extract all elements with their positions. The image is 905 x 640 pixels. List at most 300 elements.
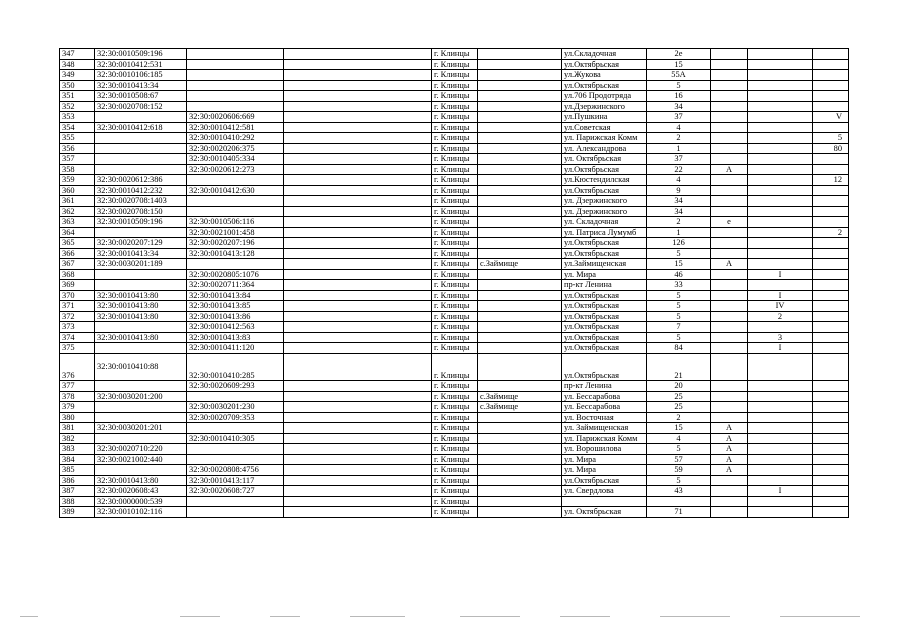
cell-cad2	[187, 496, 284, 507]
cell-c3	[748, 91, 813, 102]
cell-e1	[284, 175, 432, 186]
cell-c4	[813, 238, 849, 249]
cell-street: ул. Ворошилова	[562, 444, 647, 455]
cell-village	[478, 454, 562, 465]
cell-c2	[711, 238, 748, 249]
cell-village	[478, 112, 562, 123]
cell-c2	[711, 311, 748, 322]
cell-c4	[813, 301, 849, 312]
cell-cad1	[95, 402, 187, 413]
cell-e1	[284, 133, 432, 144]
cell-cad2: 32:30:0020608:727	[187, 486, 284, 497]
cell-c4	[813, 486, 849, 497]
cell-c4	[813, 343, 849, 354]
cell-c2	[711, 391, 748, 402]
cell-e1	[284, 112, 432, 123]
cell-village	[478, 49, 562, 60]
cell-num: 388	[60, 496, 95, 507]
cell-cad2	[187, 70, 284, 81]
cell-city: г. Клинцы	[432, 381, 478, 392]
table-row	[60, 444, 849, 455]
cell-cad2	[187, 59, 284, 70]
cell-c3	[748, 154, 813, 165]
cell-house: 46	[647, 269, 711, 280]
cell-c3	[748, 507, 813, 518]
cell-village	[478, 465, 562, 476]
table-row	[60, 269, 849, 280]
cell-house: 2	[647, 412, 711, 423]
cell-street: пр-кт Ленина	[562, 280, 647, 291]
cell-cad1: 32:30:0020708:150	[95, 206, 187, 217]
cell-num: 366	[60, 248, 95, 259]
cell-cad2	[187, 91, 284, 102]
cell-street: ул. Займищенская	[562, 423, 647, 434]
cell-num: 362	[60, 206, 95, 217]
cell-e1	[284, 423, 432, 434]
cell-house: 55А	[647, 70, 711, 81]
cell-house: 5	[647, 248, 711, 259]
cell-cad1: 32:30:0010413:80	[95, 311, 187, 322]
table-row	[60, 101, 849, 112]
cell-c3	[748, 391, 813, 402]
table-row	[60, 412, 849, 423]
cell-cad1	[95, 412, 187, 423]
cell-c3: 3	[748, 332, 813, 343]
cell-city: г. Клинцы	[432, 49, 478, 60]
cell-c2	[711, 143, 748, 154]
table-row	[60, 290, 849, 301]
cell-e1	[284, 154, 432, 165]
cell-cad2: 32:30:0010405:334	[187, 154, 284, 165]
cell-c3	[748, 280, 813, 291]
cell-c4	[813, 49, 849, 60]
cell-village	[478, 322, 562, 333]
cell-house	[647, 496, 711, 507]
cell-cad2: 32:30:0010413:86	[187, 311, 284, 322]
cell-c3	[748, 227, 813, 238]
cell-village	[478, 80, 562, 91]
cell-c4	[813, 322, 849, 333]
table-row	[60, 185, 849, 196]
cell-street: ул. Бессарабова	[562, 391, 647, 402]
cell-c4	[813, 465, 849, 476]
cell-c2	[711, 486, 748, 497]
cell-c2	[711, 133, 748, 144]
cell-num: 358	[60, 164, 95, 175]
cell-cad2	[187, 259, 284, 270]
table-row	[60, 423, 849, 434]
cell-cad1	[95, 343, 187, 354]
cell-street: ул.Дзержинского	[562, 101, 647, 112]
cell-c4	[813, 290, 849, 301]
cell-street: ул. Дзержинского	[562, 206, 647, 217]
cell-e1	[284, 196, 432, 207]
cell-house: 22	[647, 164, 711, 175]
table-row	[60, 133, 849, 144]
table-row	[60, 164, 849, 175]
cell-c4	[813, 402, 849, 413]
cell-city: г. Клинцы	[432, 444, 478, 455]
cell-house: 4	[647, 122, 711, 133]
cell-c4	[813, 444, 849, 455]
cell-num: 354	[60, 122, 95, 133]
cell-city: г. Клинцы	[432, 143, 478, 154]
cell-city: г. Клинцы	[432, 101, 478, 112]
cell-village	[478, 444, 562, 455]
cell-cad2	[187, 423, 284, 434]
cell-house: 71	[647, 507, 711, 518]
cell-village	[478, 423, 562, 434]
cell-c4	[813, 101, 849, 112]
cell-c3	[748, 70, 813, 81]
cell-num: 375	[60, 343, 95, 354]
cell-num: 385	[60, 465, 95, 476]
cell-city: г. Клинцы	[432, 423, 478, 434]
cell-e1	[284, 353, 432, 381]
cell-city: г. Клинцы	[432, 238, 478, 249]
cell-c3: I	[748, 269, 813, 280]
cell-city: г. Клинцы	[432, 353, 478, 381]
cell-cad2: 32:30:0010410:305	[187, 433, 284, 444]
cell-c3: I	[748, 486, 813, 497]
cell-cad2	[187, 101, 284, 112]
cell-c4	[813, 248, 849, 259]
cell-num: 380	[60, 412, 95, 423]
cell-city: г. Клинцы	[432, 175, 478, 186]
cell-e1	[284, 269, 432, 280]
cell-street: ул. Парижская Комм	[562, 433, 647, 444]
cell-e1	[284, 164, 432, 175]
cell-cad2: 32:30:0010413:128	[187, 248, 284, 259]
cell-house: 7	[647, 322, 711, 333]
cell-e1	[284, 122, 432, 133]
cell-num: 357	[60, 154, 95, 165]
cell-c3	[748, 248, 813, 259]
table-row	[60, 465, 849, 476]
cell-e1	[284, 49, 432, 60]
cell-c3	[748, 322, 813, 333]
cell-village	[478, 101, 562, 112]
cell-village	[478, 412, 562, 423]
cell-e1	[284, 59, 432, 70]
cell-street: ул.Пушкина	[562, 112, 647, 123]
cell-village	[478, 185, 562, 196]
cell-village	[478, 133, 562, 144]
cell-cad1: 32:30:0010509:196	[95, 217, 187, 228]
cell-village	[478, 91, 562, 102]
cell-c3	[748, 402, 813, 413]
cell-cad2: 32:30:0020711:364	[187, 280, 284, 291]
cell-c4	[813, 70, 849, 81]
table-row	[60, 112, 849, 123]
cell-street: ул. Свердлова	[562, 486, 647, 497]
cell-cad2: 32:30:0010413:85	[187, 301, 284, 312]
cell-house: 5	[647, 80, 711, 91]
cell-cad2	[187, 80, 284, 91]
cell-cad2: 32:30:0010413:84	[187, 290, 284, 301]
cell-c3	[748, 353, 813, 381]
cell-village	[478, 486, 562, 497]
cell-cad1: 32:30:0010410:88	[95, 353, 187, 381]
table-row	[60, 433, 849, 444]
cell-num: 376	[60, 353, 95, 381]
cell-c2	[711, 80, 748, 91]
cell-house: 1	[647, 227, 711, 238]
scan-noise-bottom	[20, 614, 885, 620]
table-row	[60, 381, 849, 392]
cell-c4	[813, 269, 849, 280]
cell-e1	[284, 381, 432, 392]
cell-e1	[284, 322, 432, 333]
cell-street: пр-кт Ленина	[562, 381, 647, 392]
cell-num: 383	[60, 444, 95, 455]
cell-c2	[711, 91, 748, 102]
cell-c2	[711, 269, 748, 280]
cell-c2	[711, 112, 748, 123]
cell-e1	[284, 402, 432, 413]
table-row	[60, 507, 849, 518]
cell-cad1	[95, 381, 187, 392]
cell-house: 25	[647, 402, 711, 413]
cell-street: ул.Октябрьская	[562, 343, 647, 354]
cell-house: 84	[647, 343, 711, 354]
table-row	[60, 238, 849, 249]
cell-house: 4	[647, 175, 711, 186]
table-row	[60, 322, 849, 333]
cell-c2: А	[711, 454, 748, 465]
cell-c3	[748, 217, 813, 228]
table-row	[60, 311, 849, 322]
table-row	[60, 332, 849, 343]
cell-street: ул. Октябрьская	[562, 154, 647, 165]
cell-c4	[813, 507, 849, 518]
cell-city: г. Клинцы	[432, 259, 478, 270]
cell-street: ул. Мира	[562, 454, 647, 465]
cell-cad1: 32:30:0020207:129	[95, 238, 187, 249]
cell-num: 363	[60, 217, 95, 228]
cell-city: г. Клинцы	[432, 322, 478, 333]
cell-c4	[813, 433, 849, 444]
cell-house: 21	[647, 353, 711, 381]
cell-c2	[711, 206, 748, 217]
cell-house: 5	[647, 311, 711, 322]
cell-c2	[711, 49, 748, 60]
cell-city: г. Клинцы	[432, 133, 478, 144]
cell-c3	[748, 112, 813, 123]
cell-c4	[813, 59, 849, 70]
table-row	[60, 486, 849, 497]
cell-e1	[284, 91, 432, 102]
cell-num: 382	[60, 433, 95, 444]
cell-city: г. Клинцы	[432, 301, 478, 312]
cell-c4	[813, 122, 849, 133]
cell-e1	[284, 444, 432, 455]
cell-c2	[711, 122, 748, 133]
cell-c3	[748, 101, 813, 112]
cell-city: г. Клинцы	[432, 507, 478, 518]
table-row	[60, 154, 849, 165]
cell-house: 2	[647, 133, 711, 144]
cell-e1	[284, 496, 432, 507]
cell-c3	[748, 433, 813, 444]
table-row	[60, 227, 849, 238]
cell-c2	[711, 290, 748, 301]
cell-cad1: 32:30:0000000:539	[95, 496, 187, 507]
cell-street: ул.Октябрьская	[562, 475, 647, 486]
cell-c2: А	[711, 164, 748, 175]
cell-c3	[748, 454, 813, 465]
cell-c4	[813, 185, 849, 196]
cell-village	[478, 227, 562, 238]
cell-c2	[711, 59, 748, 70]
cell-num: 359	[60, 175, 95, 186]
cell-village	[478, 70, 562, 81]
cell-street: ул.Октябрьская	[562, 185, 647, 196]
cell-c4	[813, 164, 849, 175]
cell-e1	[284, 391, 432, 402]
cell-city: г. Клинцы	[432, 433, 478, 444]
cell-cad1: 32:30:0020708:152	[95, 101, 187, 112]
cell-house: 25	[647, 391, 711, 402]
cell-e1	[284, 280, 432, 291]
cell-cad2: 32:30:0030201:230	[187, 402, 284, 413]
cell-c3: I	[748, 343, 813, 354]
cell-e1	[284, 343, 432, 354]
cell-house: 5	[647, 290, 711, 301]
cell-cad2	[187, 507, 284, 518]
cell-c3	[748, 133, 813, 144]
cell-cad1: 32:30:0010412:232	[95, 185, 187, 196]
cell-e1	[284, 454, 432, 465]
cell-house: 2	[647, 217, 711, 228]
cell-e1	[284, 301, 432, 312]
cell-num: 364	[60, 227, 95, 238]
cell-cad2: 32:30:0010412:563	[187, 322, 284, 333]
cell-street	[562, 496, 647, 507]
cell-num: 361	[60, 196, 95, 207]
table-row	[60, 353, 849, 381]
cell-house: 5	[647, 475, 711, 486]
cell-cad1: 32:30:0010413:80	[95, 332, 187, 343]
cell-e1	[284, 185, 432, 196]
cell-street: ул.Октябрьская	[562, 353, 647, 381]
cell-city: г. Клинцы	[432, 486, 478, 497]
cell-city: г. Клинцы	[432, 391, 478, 402]
cell-street: ул.Октябрьская	[562, 59, 647, 70]
cell-city: г. Клинцы	[432, 269, 478, 280]
cell-city: г. Клинцы	[432, 112, 478, 123]
cell-c2	[711, 70, 748, 81]
cell-village	[478, 381, 562, 392]
cell-e1	[284, 475, 432, 486]
table-row	[60, 217, 849, 228]
cell-cad1: 32:30:0010413:34	[95, 248, 187, 259]
cell-c3	[748, 80, 813, 91]
cell-cad1: 32:30:0010509:196	[95, 49, 187, 60]
cell-num: 381	[60, 423, 95, 434]
cell-street: ул. Восточная	[562, 412, 647, 423]
cell-cad1: 32:30:0020612:386	[95, 175, 187, 186]
cell-c3: 2	[748, 311, 813, 322]
cell-street: ул.706 Продотряда	[562, 91, 647, 102]
cell-house: 15	[647, 259, 711, 270]
cell-cad1: 32:30:0010106:185	[95, 70, 187, 81]
cell-c3	[748, 122, 813, 133]
cell-city: г. Клинцы	[432, 206, 478, 217]
cell-village	[478, 238, 562, 249]
cell-cad2: 32:30:0020206:375	[187, 143, 284, 154]
cell-e1	[284, 311, 432, 322]
cell-village	[478, 206, 562, 217]
cell-cad1: 32:30:0020608:43	[95, 486, 187, 497]
cell-village	[478, 507, 562, 518]
cell-c4	[813, 196, 849, 207]
cell-village: с.Займище	[478, 259, 562, 270]
cell-village	[478, 154, 562, 165]
cell-cad2	[187, 175, 284, 186]
cell-c2	[711, 475, 748, 486]
cell-c4: 2	[813, 227, 849, 238]
cell-num: 360	[60, 185, 95, 196]
cell-cad2: 32:30:0020805:1076	[187, 269, 284, 280]
cell-cad1	[95, 465, 187, 476]
table-row	[60, 391, 849, 402]
cell-c4	[813, 217, 849, 228]
cell-street: ул.Октябрьская	[562, 290, 647, 301]
cell-house: 1	[647, 143, 711, 154]
cell-house: 34	[647, 206, 711, 217]
cell-c4	[813, 311, 849, 322]
cell-e1	[284, 507, 432, 518]
cell-num: 386	[60, 475, 95, 486]
cell-c2	[711, 343, 748, 354]
cell-c4	[813, 412, 849, 423]
cell-street: ул.Кюстендилская	[562, 175, 647, 186]
cell-e1	[284, 227, 432, 238]
cell-street: ул.Октябрьская	[562, 322, 647, 333]
table-row	[60, 402, 849, 413]
cell-c2	[711, 381, 748, 392]
cell-cad1: 32:30:0010508:67	[95, 91, 187, 102]
cell-cad2	[187, 454, 284, 465]
cell-c2	[711, 227, 748, 238]
cell-house: 34	[647, 196, 711, 207]
cell-e1	[284, 248, 432, 259]
cell-street: ул. Парижская Комм	[562, 133, 647, 144]
cell-c4	[813, 391, 849, 402]
cell-c2	[711, 412, 748, 423]
cell-cad1	[95, 154, 187, 165]
cell-cad1	[95, 227, 187, 238]
cell-num: 365	[60, 238, 95, 249]
cell-e1	[284, 290, 432, 301]
table-row	[60, 122, 849, 133]
cell-c4: V	[813, 112, 849, 123]
cell-city: г. Клинцы	[432, 290, 478, 301]
cell-c4	[813, 154, 849, 165]
cell-e1	[284, 217, 432, 228]
cell-num: 369	[60, 280, 95, 291]
cell-num: 384	[60, 454, 95, 465]
table-row	[60, 301, 849, 312]
cell-street: ул. Октябрьская	[562, 507, 647, 518]
address-register-table	[59, 48, 849, 518]
cell-e1	[284, 143, 432, 154]
cell-village	[478, 122, 562, 133]
cell-num: 353	[60, 112, 95, 123]
cell-c2: А	[711, 444, 748, 455]
cell-c3	[748, 164, 813, 175]
